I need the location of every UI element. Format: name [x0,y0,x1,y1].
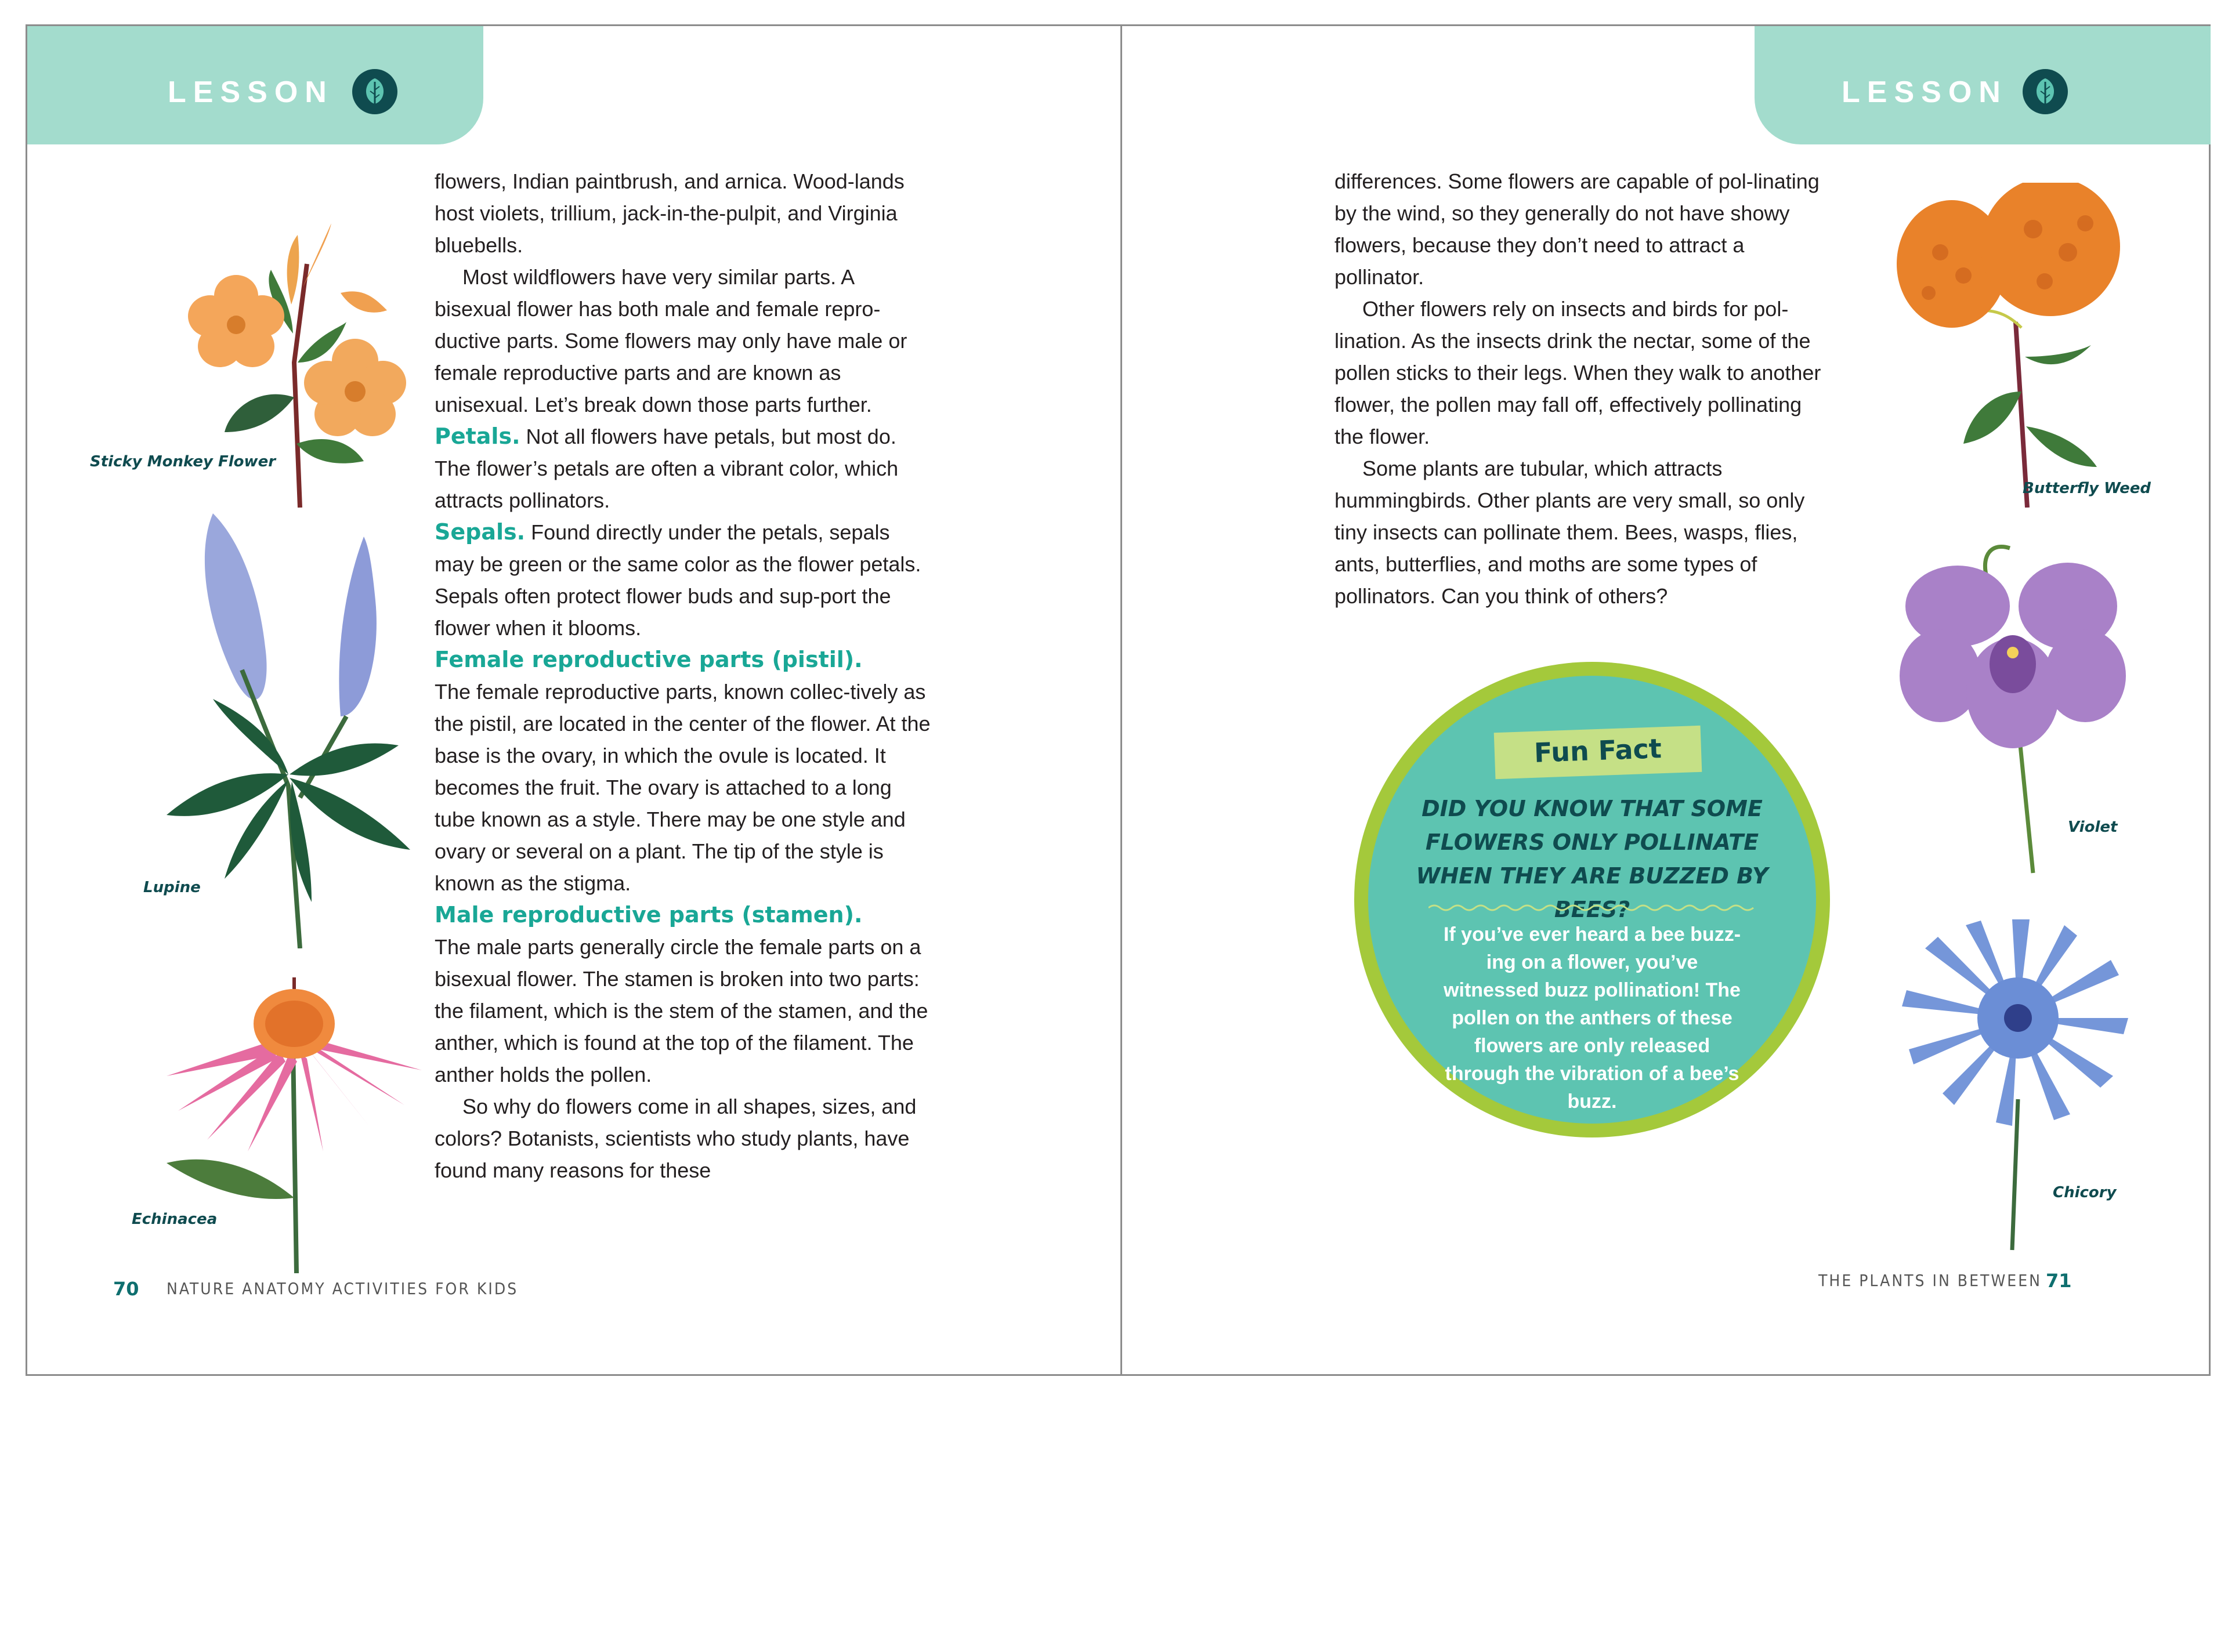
fun-fact-question: DID YOU KNOW THAT SOME FLOWERS ONLY POLLINATE WHEN THEY ARE BUZZED BY BEES? [1416,796,1768,922]
violet-label: Violet [2068,818,2118,836]
wavy-divider [1428,903,1756,912]
fun-fact-answer: If you’ve ever heard a bee buzz-ing on a flower, you’ve witnessed buzz pollination! The pollen on the anthers of these flowers are only released through the vibration of a bee’s buzz. [1443,923,1741,1113]
paragraph: So why do flowers come in all shapes, sizes, and colors? Botanists, scientists who study plants, have found many reasons for these [435,1095,917,1182]
right-page [1122,26,2211,1374]
lesson-label: LESSON [168,75,334,109]
paragraph: Other flowers rely on insects and birds for pol-lination. As the insects drink the nectar, some of the pollen sticks to their legs. When they walk to another flower, the pollen may fall off, effectively pollinating the flower. [1334,297,1821,448]
section-title-footer: THE PLANTS IN BETWEEN [1818,1271,2042,1290]
leaf-icon [352,69,397,114]
section-pistil-heading [435,644,934,676]
fun-fact-title: Fun Fact [1533,733,1662,769]
book-spread [26,24,2211,1376]
chicory-illustration [1896,908,2140,1256]
fun-fact-callout [1354,662,1830,1137]
leaf-icon [2023,69,2068,114]
fun-fact-tag [1494,726,1702,779]
section-text: Found directly under the petals, sepals may be green or the same color as the flower petals. Sepals often protect flower buds and sup-port the flower when it blooms. [435,520,921,640]
right-body-text [1334,165,1833,612]
subhead: Male reproductive parts (stamen). [435,902,863,928]
section-petals [435,421,934,516]
paragraph: Some plants are tubular, which attracts hummingbirds. Other plants are very small, so only tiny insects can pollinate them. Bees, wasps, flies, ants, butterflies, and moths are some types of pollinators. Can you think of others? [1334,457,1805,608]
page-number: 71 [2046,1270,2072,1292]
fun-fact-inner-circle [1368,676,1816,1124]
subhead: Petals. [435,423,520,449]
echinacea-illustration [155,977,433,1279]
lesson-label: LESSON [1842,75,2008,109]
subhead: Sepals. [435,519,526,545]
echinacea-label: Echinacea [132,1211,218,1228]
paragraph: differences. Some flowers are capable of pol-linating by the wind, so they generally do not have showy flowers, because they don’t need to attract a pollinator. [1334,169,1820,289]
paragraph: Most wildflowers have very similar parts. A bisexual flower has both male and female repro-ductive parts. Some flowers may only have male or female reproductive parts and are known as unisexual. Let’s break down those parts further. [435,265,907,416]
section-text: Not all flowers have petals, but most do. The flower’s petals are often a vibrant color, which attracts pollinators. [435,425,899,512]
left-body-text [435,165,934,1186]
section-stamen-text: The male parts generally circle the female parts on a bisexual flower. The stamen is broken into two parts: the filament, which is the stem of the stamen, and the anther, which is found at the top of the filament. The anther holds the pollen. [435,935,928,1086]
chicory-label: Chicory [2053,1184,2117,1201]
paragraph: flowers, Indian paintbrush, and arnica. Wood-lands host violets, trillium, jack-in-the-pulpit, and Virginia bluebells. [435,169,905,257]
butterfly-weed-label: Butterfly Weed [2023,480,2151,497]
section-sepals [435,516,934,644]
sticky-monkey-flower-label: Sticky Monkey Flower [90,453,276,470]
lupine-label: Lupine [143,879,201,896]
butterfly-weed-illustration [1894,183,2149,508]
section-pistil-text: The female reproductive parts, known collec-tively as the pistil, are located in the center of the flower. At the base is the ovary, in which the ovule is located. It becomes the fruit. The ovary is attached to a long tube known as a style. There may be one style and ovary or several on a plant. The tip of the style is known as the stigma. [435,680,931,895]
section-stamen-heading [435,899,934,931]
page-number: 70 [113,1278,139,1300]
subhead: Female reproductive parts (pistil). [435,647,863,672]
left-page [27,26,1120,1374]
book-title-footer: NATURE ANATOMY ACTIVITIES FOR KIDS [167,1279,519,1298]
